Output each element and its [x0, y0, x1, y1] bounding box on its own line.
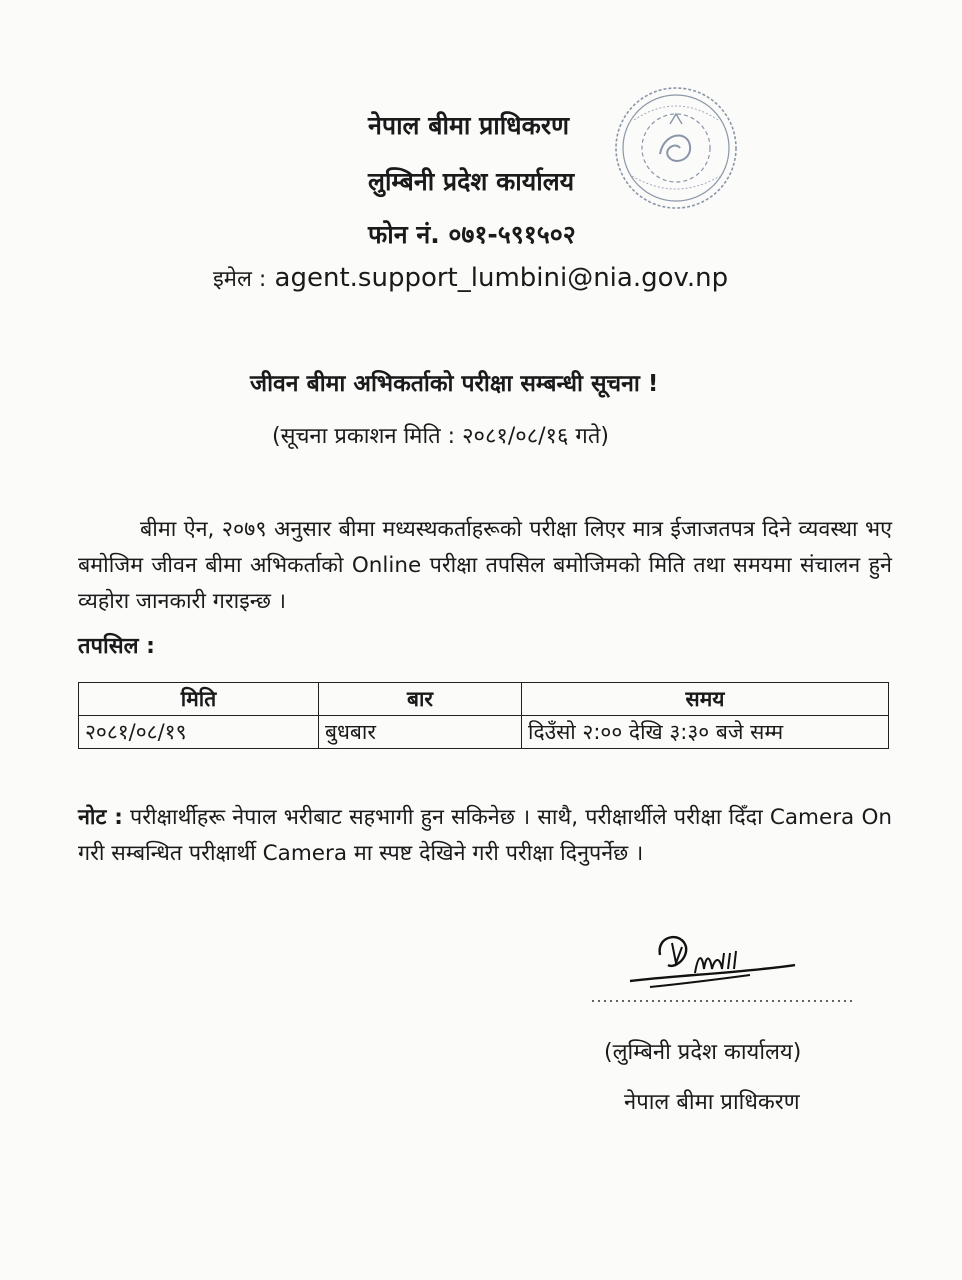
note-paragraph — [78, 800, 892, 872]
schedule-heading: तपसिल : — [78, 634, 155, 659]
table-row — [79, 716, 889, 749]
column-header-time: समय — [522, 683, 889, 716]
office-name: लुम्बिनी प्रदेश कार्यालय — [368, 167, 575, 196]
schedule-table — [78, 682, 889, 749]
email-address: agent.support_lumbini@nia.gov.np — [274, 263, 729, 293]
note-label: नोट : — [78, 805, 123, 830]
email-line — [213, 263, 728, 293]
column-header-day: बार — [319, 683, 522, 716]
column-header-date: मिति — [79, 683, 319, 716]
org-name: नेपाल बीमा प्राधिकरण — [368, 111, 570, 140]
cell-day: बुधबार — [319, 716, 522, 749]
cell-date: २०८१/०८/१९ — [79, 716, 319, 749]
notice-title: जीवन बीमा अभिकर्ताको परीक्षा सम्बन्धी सूचना ! — [250, 371, 659, 397]
notice-body: बीमा ऐन, २०७९ अनुसार बीमा मध्यस्थकर्ताहरूको परीक्षा लिएर मात्र ईजाजतपत्र दिने व्यवस्था भए बमोजिम जीवन बीमा अभिकर्ताको Online परीक्षा तपसिल बमोजिमको मिति तथा समयमा संचालन हुने व्यहोरा जानकारी गराइन्छ । — [78, 517, 892, 614]
cell-time: दिउँसो २:०० देखि ३:३० बजे सम्म — [522, 716, 889, 749]
signature-icon — [590, 925, 860, 1025]
email-label: इमेल : — [213, 267, 267, 292]
signatory-org: नेपाल बीमा प्राधिकरण — [624, 1090, 800, 1115]
notice-published-date: (सूचना प्रकाशन मिति : २०८१/०८/१६ गते) — [272, 424, 609, 449]
phone-number: फोन नं. ०७१-५९१५०२ — [368, 220, 576, 249]
office-seal-icon — [612, 84, 740, 212]
note-text: परीक्षार्थीहरू नेपाल भरीबाट सहभागी हुन सकिनेछ । साथै, परीक्षार्थीले परीक्षा दिँदा Camera On गरी सम्बन्धित परीक्षार्थी Camera मा स्पष्ट देखिने गरी परीक्षा दिनुपर्नेछ । — [78, 805, 892, 866]
signatory-office: (लुम्बिनी प्रदेश कार्यालय) — [604, 1040, 802, 1065]
table-header-row — [79, 683, 889, 716]
